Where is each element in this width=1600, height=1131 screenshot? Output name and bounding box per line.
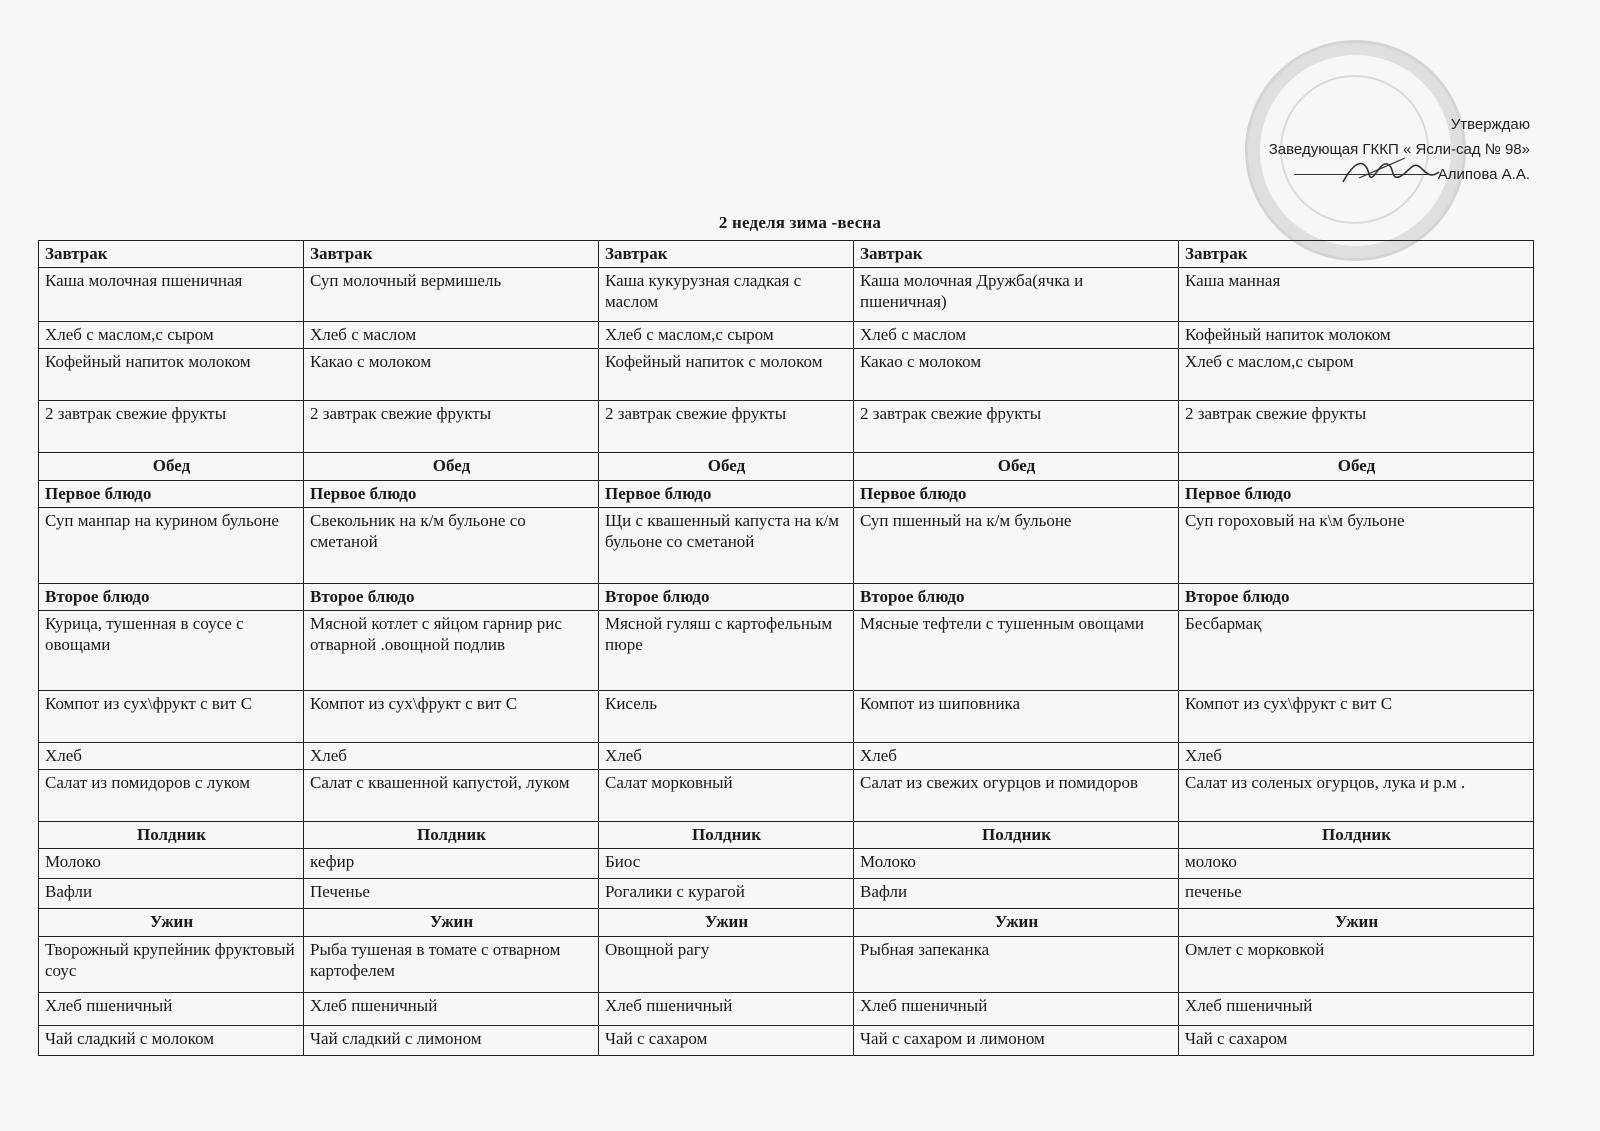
menu-cell: Рыба тушеная в томате с отварном картофелем [304,937,599,993]
menu-cell: Хлеб пшеничный [599,993,854,1026]
menu-cell: Молоко [39,849,304,879]
menu-cell: 2 завтрак свежие фрукты [1179,401,1534,453]
menu-cell: Суп гороховый на к\м бульоне [1179,508,1534,584]
table-row [39,770,1534,822]
section-header-cell: Полдник [39,822,304,849]
menu-cell: Чай сладкий с лимоном [304,1026,599,1056]
section-header-cell: Второе блюдо [39,584,304,611]
menu-cell: Овощной рагу [599,937,854,993]
section-header-cell: Завтрак [39,241,304,268]
menu-cell: Салат из соленых огурцов, лука и р.м . [1179,770,1534,822]
approval-line-3 [1269,162,1530,187]
menu-cell: Свекольник на к/м бульоне со сметаной [304,508,599,584]
section-header-cell: Обед [304,453,599,481]
menu-cell: Кофейный напиток молоком [39,349,304,401]
menu-cell: Чай с сахаром и лимоном [854,1026,1179,1056]
section-header-cell: Второе блюдо [854,584,1179,611]
menu-cell: Компот из сух\фрукт с вит С [1179,691,1534,743]
menu-cell: Чай с сахаром [599,1026,854,1056]
menu-cell: Рогалики с курагой [599,879,854,909]
menu-cell: кефир [304,849,599,879]
menu-cell: Каша манная [1179,268,1534,322]
table-row [39,937,1534,993]
section-header-cell: Полдник [854,822,1179,849]
table-row [39,508,1534,584]
menu-cell: Компот из сух\фрукт с вит С [304,691,599,743]
menu-cell: Щи с квашенный капуста на к/м бульоне со сметаной [599,508,854,584]
table-row [39,822,1534,849]
menu-cell: Творожный крупейник фруктовый соус [39,937,304,993]
menu-cell: Хлеб [854,743,1179,770]
menu-cell: Мясные тефтели с тушенным овощами [854,611,1179,691]
menu-cell: Хлеб [304,743,599,770]
menu-cell: Кофейный напиток молоком [1179,322,1534,349]
menu-cell: Бесбармақ [1179,611,1534,691]
menu-cell: 2 завтрак свежие фрукты [39,401,304,453]
section-header-cell: Первое блюдо [599,481,854,508]
menu-cell: Мясной котлет с яйцом гарнир рис отварной .овощной подлив [304,611,599,691]
section-header-cell: Второе блюдо [304,584,599,611]
section-header-cell: Завтрак [1179,241,1534,268]
section-header-cell: Ужин [854,909,1179,937]
table-row [39,481,1534,508]
menu-cell: Каша кукурузная сладкая с маслом [599,268,854,322]
section-header-cell: Первое блюдо [1179,481,1534,508]
section-header-cell: Ужин [1179,909,1534,937]
table-row [39,584,1534,611]
menu-cell: Компот из шиповника [854,691,1179,743]
section-header-cell: Завтрак [854,241,1179,268]
menu-cell: Кисель [599,691,854,743]
menu-cell: Какао с молоком [304,349,599,401]
menu-cell: 2 завтрак свежие фрукты [854,401,1179,453]
section-header-cell: Второе блюдо [599,584,854,611]
menu-cell: Биос [599,849,854,879]
menu-cell: Вафли [854,879,1179,909]
signature-line [1294,174,1434,175]
table-row [39,909,1534,937]
table-row [39,268,1534,322]
menu-cell: Омлет с морковкой [1179,937,1534,993]
menu-cell: 2 завтрак свежие фрукты [304,401,599,453]
menu-cell: Компот из сух\фрукт с вит С [39,691,304,743]
table-row [39,879,1534,909]
menu-cell: Хлеб пшеничный [854,993,1179,1026]
menu-cell: Рыбная запеканка [854,937,1179,993]
approval-line-1: Утверждаю [1450,116,1530,133]
table-row [39,241,1534,268]
table-row [39,401,1534,453]
menu-cell: Салат из помидоров с луком [39,770,304,822]
section-header-cell: Второе блюдо [1179,584,1534,611]
menu-cell: молоко [1179,849,1534,879]
section-header-cell: Ужин [304,909,599,937]
menu-cell: Суп молочный вермишель [304,268,599,322]
menu-cell: Хлеб с маслом,с сыром [39,322,304,349]
menu-cell: Суп манпар на курином бульоне [39,508,304,584]
section-header-cell: Полдник [304,822,599,849]
menu-cell: печенье [1179,879,1534,909]
menu-cell: Хлеб [1179,743,1534,770]
menu-cell: Хлеб [39,743,304,770]
table-row [39,611,1534,691]
section-header-cell: Обед [599,453,854,481]
menu-cell: Чай сладкий с молоком [39,1026,304,1056]
menu-cell: Хлеб с маслом,с сыром [1179,349,1534,401]
menu-table-body [39,241,1534,1056]
menu-cell: Хлеб пшеничный [1179,993,1534,1026]
section-header-cell: Завтрак [304,241,599,268]
menu-table [38,240,1534,1056]
table-row [39,691,1534,743]
section-header-cell: Обед [39,453,304,481]
approval-line-2: Заведующая ГККП « Ясли-сад № 98» [1268,141,1530,158]
approval-block [1269,112,1530,187]
menu-cell: Чай с сахаром [1179,1026,1534,1056]
section-header-cell: Обед [1179,453,1534,481]
table-row [39,993,1534,1026]
menu-cell: Хлеб пшеничный [304,993,599,1026]
menu-cell: Хлеб пшеничный [39,993,304,1026]
menu-cell: Салат морковный [599,770,854,822]
menu-cell: Вафли [39,879,304,909]
menu-cell: Хлеб с маслом,с сыром [599,322,854,349]
menu-cell: Суп пшенный на к/м бульоне [854,508,1179,584]
table-row [39,322,1534,349]
section-header-cell: Завтрак [599,241,854,268]
section-header-cell: Ужин [599,909,854,937]
section-header-cell: Первое блюдо [854,481,1179,508]
menu-cell: Курица, тушенная в соусе с овощами [39,611,304,691]
section-header-cell: Обед [854,453,1179,481]
section-header-cell: Полдник [1179,822,1534,849]
menu-cell: Мясной гуляш с картофельным пюре [599,611,854,691]
section-header-cell: Ужин [39,909,304,937]
menu-cell: Каша молочная пшеничная [39,268,304,322]
menu-cell: Каша молочная Дружба(ячка и пшеничная) [854,268,1179,322]
menu-cell: Хлеб с маслом [304,322,599,349]
table-row [39,743,1534,770]
page-title: 2 неделя зима -весна [718,213,882,232]
menu-cell: Хлеб с маслом [854,322,1179,349]
menu-cell: Кофейный напиток с молоком [599,349,854,401]
section-header-cell: Полдник [599,822,854,849]
menu-cell: Салат с квашенной капустой, луком [304,770,599,822]
menu-cell: Салат из свежих огурцов и помидоров [854,770,1179,822]
menu-cell: Хлеб [599,743,854,770]
table-row [39,1026,1534,1056]
table-row [39,849,1534,879]
menu-cell: 2 завтрак свежие фрукты [599,401,854,453]
table-row [39,453,1534,481]
menu-cell: Молоко [854,849,1179,879]
menu-cell: Какао с молоком [854,349,1179,401]
section-header-cell: Первое блюдо [39,481,304,508]
approver-name: Алипова А.А. [1437,166,1530,183]
section-header-cell: Первое блюдо [304,481,599,508]
menu-cell: Печенье [304,879,599,909]
table-row [39,349,1534,401]
